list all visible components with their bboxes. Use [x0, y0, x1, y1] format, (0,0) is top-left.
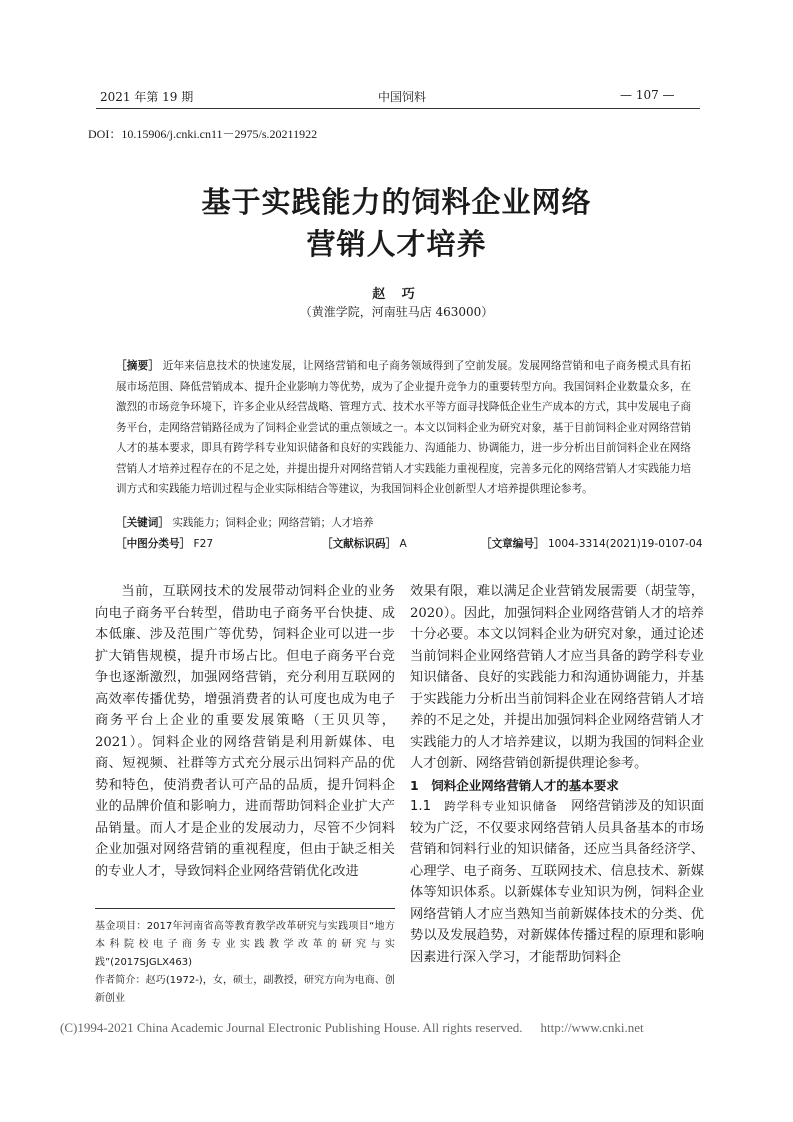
abstract-text: 近年来信息技术的快速发展，让网络营销和电子商务领域得到了空前发展。发展网络营销和电子商务模式具有拓展市场范围、降低营销成本、提升企业影响力等优势，成为了企业提升竞争力的重要转型方向。我国饲料企业数量众多，在激烈的市场竞争环境下，许多企业从经营战略、管理方式、技术水平等方面寻找降低企业生产成本的方式，其中发展电子商务平台，走网络营销路径成为了饲料企业尝试的重点领域之一。本文以饲料企业为研究对象，基于目前饲料企业对网络营销人才的基本要求，即具有跨学科专业知识储备和良好的实践能力、沟通能力、协调能力，进一步分析出目前饲料企业在网络营销人才培养过程存在的不足之处，并提出提升对网络营销人才实践能力重视程度，完善多元化的网络营销人才实践能力培训方式和实践能力培训过程与企业实际相结合等建议，为我国饲料企业创新型人才培养提供理论参考。 — [116, 360, 692, 495]
issue-info: 2021 年第 19 期 — [100, 90, 194, 104]
journal-name: 中国饲料 — [378, 90, 427, 104]
author-bio-note: 作者简介：赵巧(1972-)，女，硕士，副教授，研究方向为电商、创新创业 — [95, 975, 395, 1004]
article-number-value: 1004-3314(2021)19-0107-04 — [547, 538, 703, 550]
copyright-notice — [60, 1020, 644, 1036]
cnki-link[interactable]: http://www.cnki.net — [540, 1020, 644, 1035]
abstract-label: ［摘要］ — [116, 360, 160, 372]
keywords-text: 实践能力；饲料企业；网络营销；人才培养 — [172, 517, 374, 529]
subsection-number: 1.1 — [410, 799, 445, 814]
section-heading-1: 1 饲料企业网络营销人才的基本要求 — [410, 777, 619, 793]
author-name: 赵 巧 — [372, 287, 421, 302]
clc-number — [116, 536, 213, 551]
clc-label: ［中图分类号］ — [116, 538, 191, 550]
subsection-paragraph — [410, 796, 704, 968]
article-number — [481, 536, 702, 551]
author-affiliation: （黄淮学院，河南驻马店 463000） — [299, 305, 494, 319]
keywords-label: ［关键词］ — [116, 517, 169, 529]
article-title-line-2: 营销人才培养 — [306, 227, 487, 261]
clc-value: F27 — [193, 538, 214, 550]
footnote-divider — [95, 908, 395, 909]
doc-code-value: A — [399, 538, 407, 550]
body-left-column: 当前，互联网技术的发展带动饲料企业的业务向电子商务平台转型，借助电子商务平台快捷、成本低廉、涉及范围广等优势，饲料企业可以进一步扩大销售规模，提升市场占比。但电子商务平台竞争也逐渐激烈，加强网络营销，充分利用互联网的高效率传播优势，增强消费者的认可度也成为电子商务平台上企业的重要发展策略（王贝贝等，2021）。饲料企业的网络营销是利用新媒体、电商、短视频、社群等方式充分展示出饲料产品的优势和特色，使消费者认可产品的品质，提升饲料企业的品牌价值和影响力，进而帮助饲料企业扩大产品销量。而人才是企业的发展动力，尽管不少饲料企业加强对网络营销的重视程度，但由于缺乏相关的专业人才，导致饲料企业网络营销优化改进 — [95, 584, 395, 879]
body-right-column — [410, 581, 704, 968]
article-title-line-1: 基于实践能力的饲料企业网络 — [201, 185, 592, 219]
copyright-text: (C)1994-2021 China Academic Journal Electronic Publishing House. All rights reserved. — [60, 1020, 523, 1035]
subsection-heading: 跨学科专业知识储备 — [444, 799, 558, 813]
body-paragraph: 效果有限，难以满足企业营销发展需要（胡莹等，2020）。因此，加强饲料企业网络营销人才的培养十分必要。本文以饲料企业为研究对象，通过论述当前饲料企业网络营销人才应当具备的跨学科专业知识储备、良好的实践能力和沟通协调能力，并基于实践能力分析出当前饲料企业在网络营销人才培养的不足之处，并提出加强饲料企业网络营销人才实践能力的人才培养建议，以期为我国的饲料企业人才创新、网络营销创新提供理论参考。 — [410, 584, 704, 771]
keywords — [116, 515, 374, 530]
doc-code-label: ［文献标识码］ — [322, 538, 397, 550]
header-divider — [96, 108, 700, 109]
document-code — [322, 536, 407, 551]
abstract — [116, 356, 691, 500]
article-number-label: ［文章编号］ — [481, 538, 545, 550]
body-paragraph: 网络营销涉及的知识面较为广泛，不仅要求网络营销人员具备基本的市场营销和饲料行业的知识储备，还应当具备经济学、心理学、电子商务、互联网技术、信息技术、新媒体等知识体系。以新媒体专业知识为例，饲料企业网络营销人才应当熟知当前新媒体技术的分类、优势以及发展趋势，对新媒体传播过程的原理和影响因素进行深入学习，才能帮助饲料企 — [410, 799, 705, 965]
funding-note: 基金项目：2017年河南省高等教育教学改革研究与实践项目“地方本科院校电子商务专业实践教学改革的研究与实践”(2017SJGLX463) — [95, 921, 395, 968]
footnotes — [95, 918, 395, 1008]
doi: DOI：10.15906/j.cnki.cn11－2975/s.20211922 — [88, 127, 318, 141]
page-number: — 107 — — [620, 88, 675, 102]
